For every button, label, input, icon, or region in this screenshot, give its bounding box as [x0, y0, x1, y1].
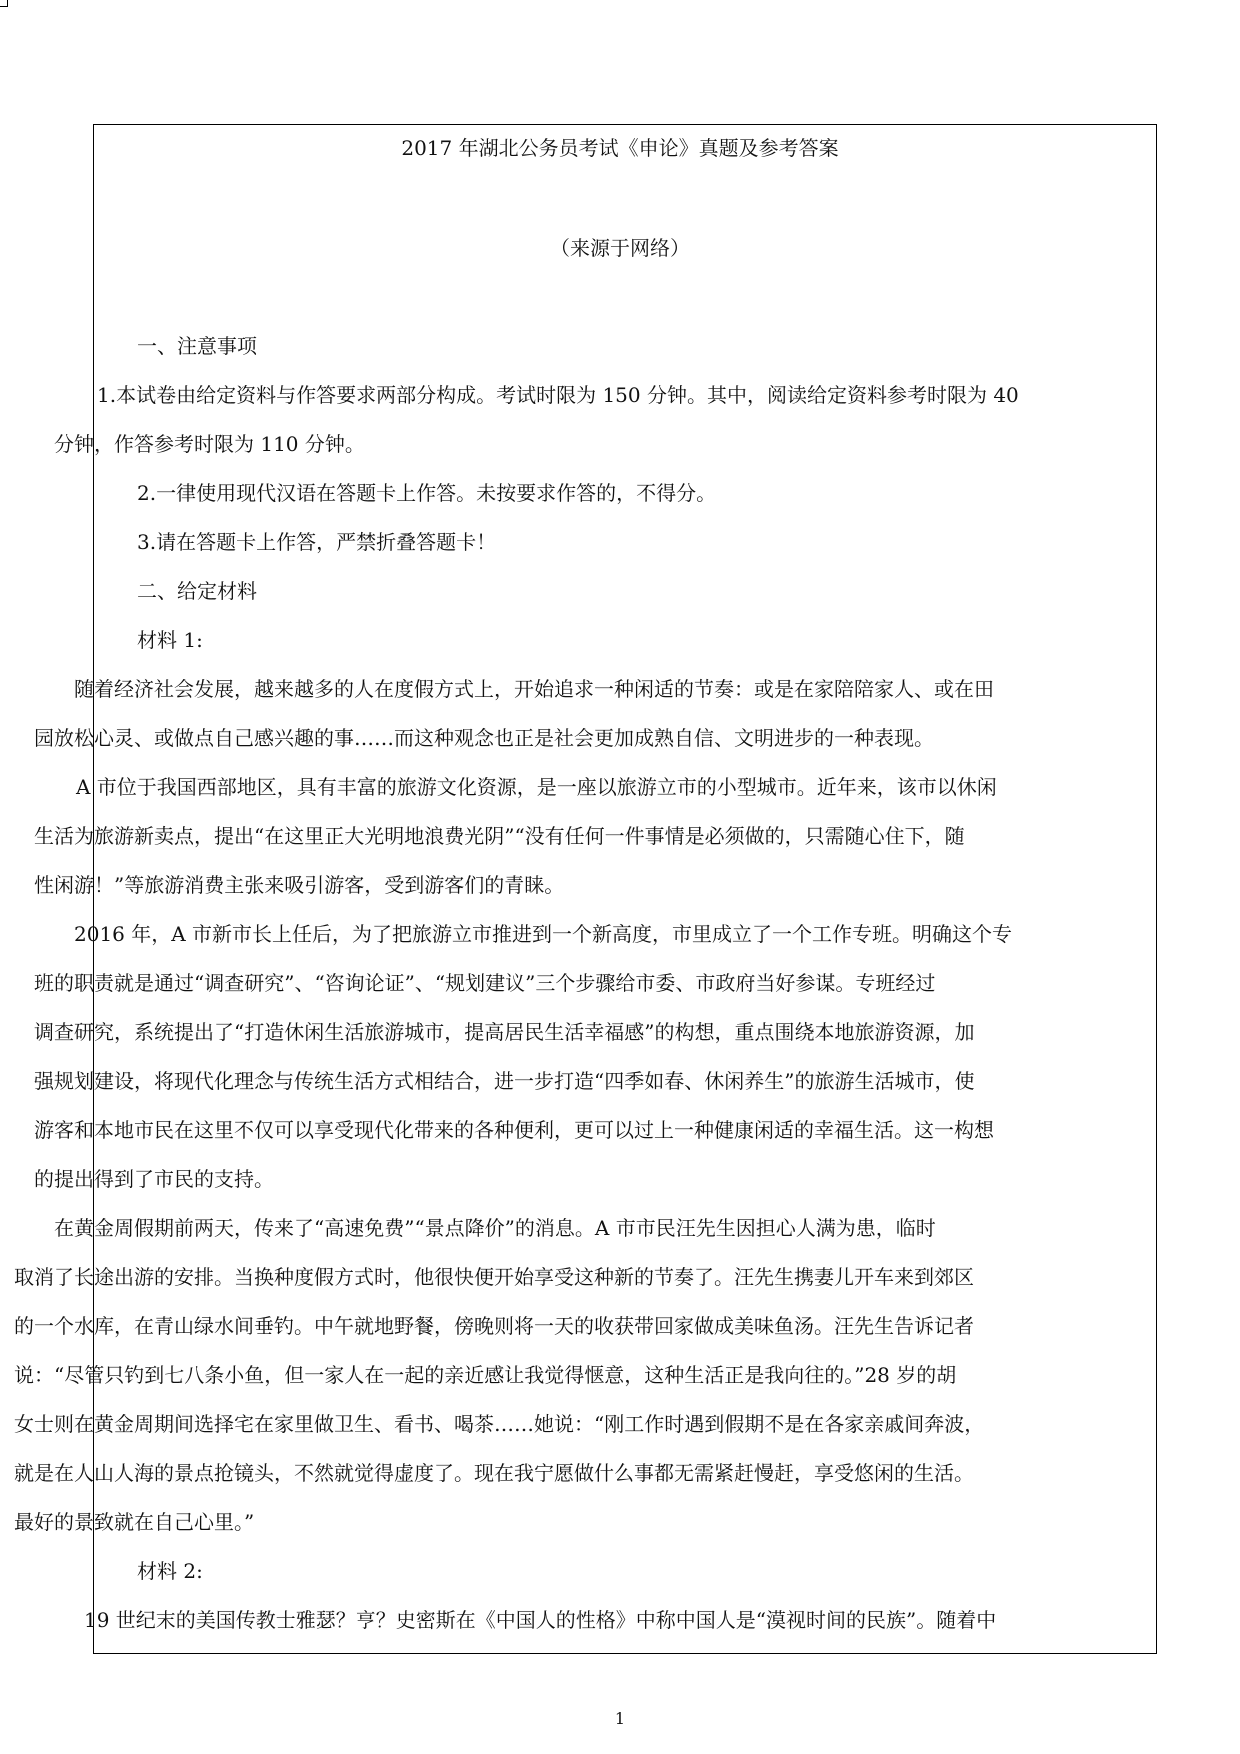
text-line: 2.一律使用现代汉语在答题卡上作答。未按要求作答的，不得分。 [137, 481, 717, 505]
text-line: 女士则在黄金周期间选择宅在家里做卫生、看书、喝茶……她说：“刚工作时遇到假期不是在各家亲戚间奔波， [14, 1412, 985, 1436]
corner-mark [0, 0, 8, 7]
document-title: 2017 年湖北公务员考试《申论》真题及参考答案 [401, 136, 839, 160]
material-label: 材料 2: [137, 1559, 203, 1583]
text-line: 2016 年，A 市新市长上任后，为了把旅游立市推进到一个新高度，市里成立了一个工作专班。明确这个专 [74, 922, 1013, 946]
text-line: 就是在人山人海的景点抢镜头，不然就觉得虚度了。现在我宁愿做什么事都无需紧赶慢赶，享受悠闲的生活。 [14, 1461, 974, 1485]
text-line: 在黄金周假期前两天，传来了“高速免费”“景点降价”的消息。A 市市民汪先生因担心人满为患，临时 [54, 1216, 936, 1240]
material-label: 材料 1: [137, 628, 203, 652]
text-line: 取消了长途出游的安排。当换种度假方式时，他很快便开始享受这种新的节奏了。汪先生携妻儿开车来到郊区 [14, 1265, 974, 1289]
text-line: 说：“尽管只钓到七八条小鱼，但一家人在一起的亲近感让我觉得惬意，这种生活正是我向往的。”28 岁的胡 [14, 1363, 957, 1387]
text-line: 最好的景致就在自己心里。” [14, 1510, 255, 1534]
text-line: 19 世纪末的美国传教士雅瑟？亨？史密斯在《中国人的性格》中称中国人是“漠视时间的民族”。随着中 [84, 1608, 997, 1632]
text-line: 调查研究，系统提出了“打造休闲生活旅游城市，提高居民生活幸福感”的构想，重点围绕本地旅游资源，加 [34, 1020, 975, 1044]
section-heading: 二、给定材料 [137, 579, 257, 603]
text-line: 强规划建设，将现代化理念与传统生活方式相结合，进一步打造“四季如春、休闲养生”的旅游生活城市，使 [34, 1069, 975, 1093]
text-line: 3.请在答题卡上作答，严禁折叠答题卡！ [137, 530, 497, 554]
text-line: 1.本试卷由给定资料与作答要求两部分构成。考试时限为 150 分钟。其中，阅读给定资料参考时限为 40 [97, 383, 1019, 407]
text-line: 班的职责就是通过“调查研究”、“咨询论证”、“规划建议”三个步骤给市委、市政府当好参谋。专班经过 [34, 971, 936, 995]
text-line: 的提出得到了市民的支持。 [34, 1167, 274, 1191]
text-line: 生活为旅游新卖点，提出“在这里正大光明地浪费光阴”“没有任何一件事情是必须做的，只需随心住下，随 [34, 824, 965, 848]
text-line: 随着经济社会发展，越来越多的人在度假方式上，开始追求一种闲适的节奏：或是在家陪陪家人、或在田 [74, 677, 994, 701]
page-number: 1 [614, 1709, 626, 1728]
text-line: 性闲游！”等旅游消费主张来吸引游客，受到游客们的青睐。 [34, 873, 565, 897]
text-line: 分钟，作答参考时限为 110 分钟。 [54, 432, 365, 456]
text-line: A 市位于我国西部地区，具有丰富的旅游文化资源，是一座以旅游立市的小型城市。近年来，该市以休闲 [76, 775, 997, 799]
section-heading: 一、注意事项 [137, 334, 257, 358]
text-line: 的一个水库，在青山绿水间垂钓。中午就地野餐，傍晚则将一天的收获带回家做成美味鱼汤。汪先生告诉记者 [14, 1314, 974, 1338]
text-line: 游客和本地市民在这里不仅可以享受现代化带来的各种便利，更可以过上一种健康闲适的幸福生活。这一构想 [34, 1118, 994, 1142]
document-source: （来源于网络） [550, 236, 690, 260]
text-line: 园放松心灵、或做点自己感兴趣的事……而这种观念也正是社会更加成熟自信、文明进步的一种表现。 [34, 726, 934, 750]
